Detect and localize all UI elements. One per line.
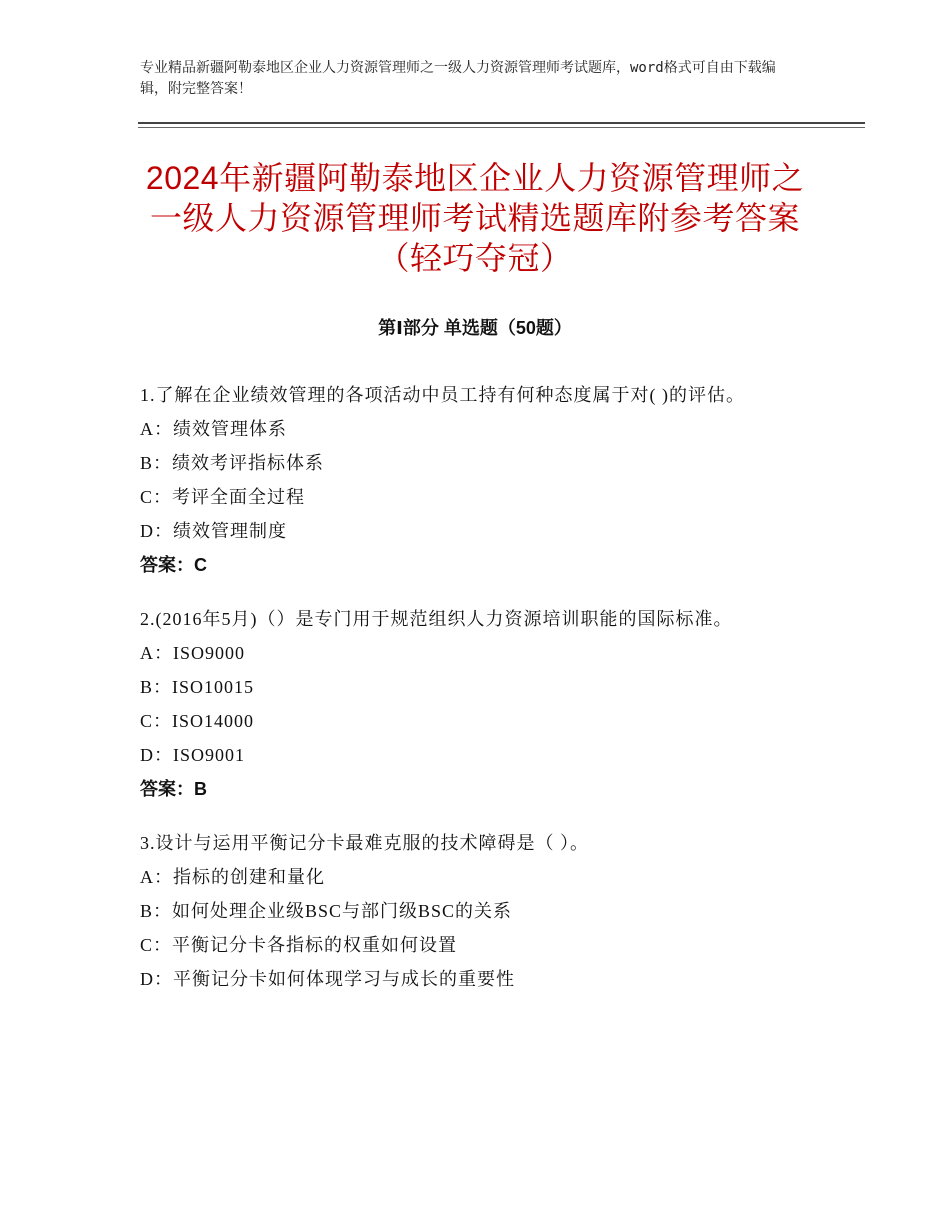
document-title: 2024年新疆阿勒泰地区企业人力资源管理师之一级人力资源管理师考试精选题库附参考答案（轻巧夺冠）	[145, 160, 805, 276]
option-d: D：ISO9001	[140, 745, 246, 765]
question-3	[140, 826, 820, 996]
option-c: C：平衡记分卡各指标的权重如何设置	[140, 935, 458, 955]
option-b: B：ISO10015	[140, 677, 255, 697]
section-heading: 第Ⅰ部分 单选题（50题）	[378, 318, 572, 338]
option-a: A：绩效管理体系	[140, 419, 287, 439]
header-note: 专业精品新疆阿勒泰地区企业人力资源管理师之一级人力资源管理师考试题库，word格式可自由下载编辑，附完整答案！	[140, 60, 776, 97]
option-d: D：平衡记分卡如何体现学习与成长的重要性	[140, 969, 515, 989]
header-rule-thick	[138, 122, 865, 124]
question-stem: 2.(2016年5月)（）是专门用于规范组织人力资源培训职能的国际标准。	[140, 609, 733, 629]
header-rule-thin	[138, 127, 865, 128]
question-2	[140, 602, 820, 806]
option-b: B：如何处理企业级BSC与部门级BSC的关系	[140, 901, 513, 921]
question-stem: 1.了解在企业绩效管理的各项活动中员工持有何种态度属于对( )的评估。	[140, 385, 745, 405]
question-1	[140, 378, 820, 582]
answer: 答案：C	[140, 555, 207, 575]
option-c: C：考评全面全过程	[140, 487, 306, 507]
answer: 答案：B	[140, 779, 207, 799]
question-stem: 3.设计与运用平衡记分卡最难克服的技术障碍是（ ）。	[140, 833, 589, 853]
option-a: A：指标的创建和量化	[140, 867, 325, 887]
option-a: A：ISO9000	[140, 643, 246, 663]
option-b: B：绩效考评指标体系	[140, 453, 325, 473]
option-d: D：绩效管理制度	[140, 521, 287, 541]
question-list	[140, 378, 820, 1016]
option-c: C：ISO14000	[140, 711, 255, 731]
